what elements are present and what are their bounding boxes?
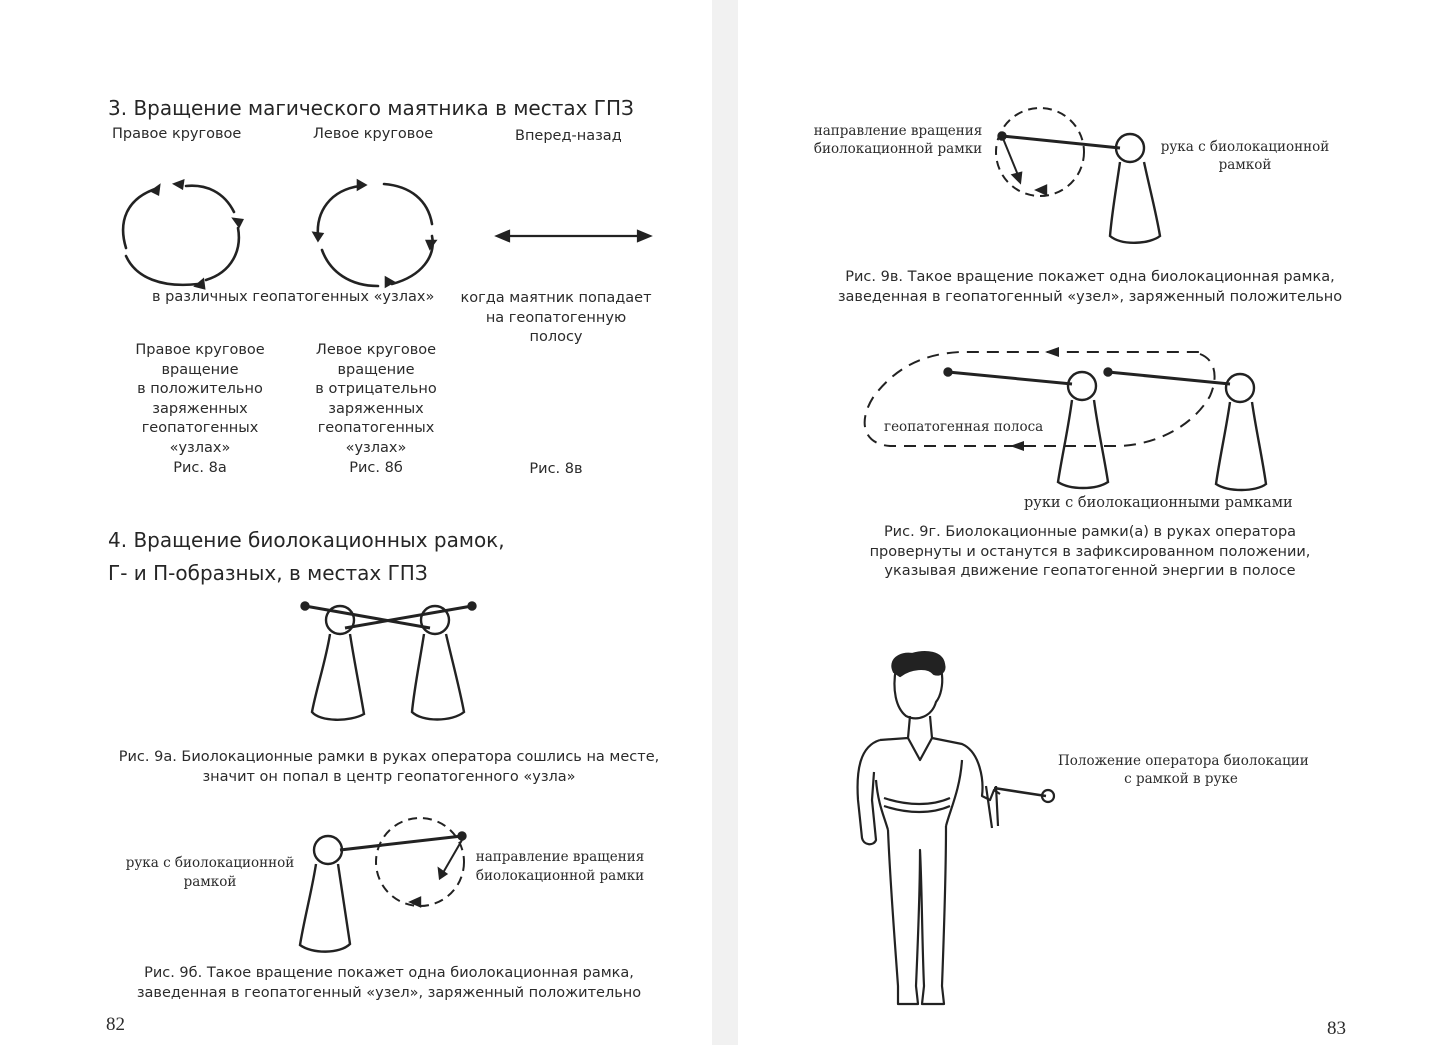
fig-9b-hand xyxy=(300,818,466,952)
fig-8b-circle xyxy=(314,181,435,286)
desc-right-circular: Правое круговое вращение в положительно заряженных геопатогенных «узлах» Рис. 8а xyxy=(135,342,265,476)
fig-9g-caption: Рис. 9г. Биолокационные рамки(а) в руках оператора провернуты и останутся в зафиксированном положении, указывая движение геопатогенной энергии в полосе xyxy=(869,524,1311,580)
fig-8v-label: Рис. 8в xyxy=(529,461,583,477)
caption-strip: когда маятник попадает на геопатогенную полосу xyxy=(460,290,652,346)
section-4-heading-line1: 4. Вращение биолокационных рамок, xyxy=(108,528,505,552)
caption-nodes: в различных геопатогенных «узлах» xyxy=(152,289,435,305)
operator-label: Положение оператора биолокации с рамкой в руке xyxy=(1058,753,1309,787)
label-right-circular: Правое круговое xyxy=(112,126,242,142)
fig-8v-arrow xyxy=(497,231,650,241)
fig-9v-hand xyxy=(996,108,1160,243)
fig-8a-circle xyxy=(123,181,242,288)
book-gutter xyxy=(712,0,738,1045)
fig-9g-hands-label: руки с биолокационными рамками xyxy=(1024,495,1293,511)
operator-figure xyxy=(858,652,1054,1004)
page-number-left: 82 xyxy=(106,1014,125,1035)
label-left-circular: Левое круговое xyxy=(313,126,434,142)
fig-9a-hands xyxy=(302,603,476,720)
fig-9v-direction-label: направление вращения биолокационной рамки xyxy=(813,123,983,157)
fig-9b-hand-label: рука с биолокационной рамкой xyxy=(125,855,295,890)
fig-9b-direction-label: направление вращения биолокационной рамки xyxy=(475,849,645,884)
fig-9g-strip-label: геопатогенная полоса xyxy=(884,419,1044,435)
fig-9v-hand-label: рука с биолокационной рамкой xyxy=(1160,139,1330,173)
section-4-heading-line2: Г- и П-образных, в местах ГПЗ xyxy=(108,561,428,585)
fig-9a-caption: Рис. 9а. Биолокационные рамки в руках оператора сошлись на месте, значит он попал в центр геопатогенного «узла» xyxy=(118,749,660,785)
fig-9g-strip xyxy=(865,347,1215,451)
fig-9b-caption: Рис. 9б. Такое вращение покажет одна биолокационная рамка, заведенная в геопатогенный «узел», заряженный положительно xyxy=(136,965,642,1001)
page-number-right: 83 xyxy=(1327,1018,1346,1039)
label-forward-back: Вперед-назад xyxy=(515,128,622,144)
section-3-heading: 3. Вращение магического маятника в местах ГПЗ xyxy=(108,96,634,120)
fig-9v-caption: Рис. 9в. Такое вращение покажет одна биолокационная рамка, заведенная в геопатогенный «узел», заряженный положительно xyxy=(837,269,1343,305)
desc-left-circular: Левое круговое вращение в отрицательно заряженных геопатогенных «узлах» Рис. 8б xyxy=(315,342,437,476)
